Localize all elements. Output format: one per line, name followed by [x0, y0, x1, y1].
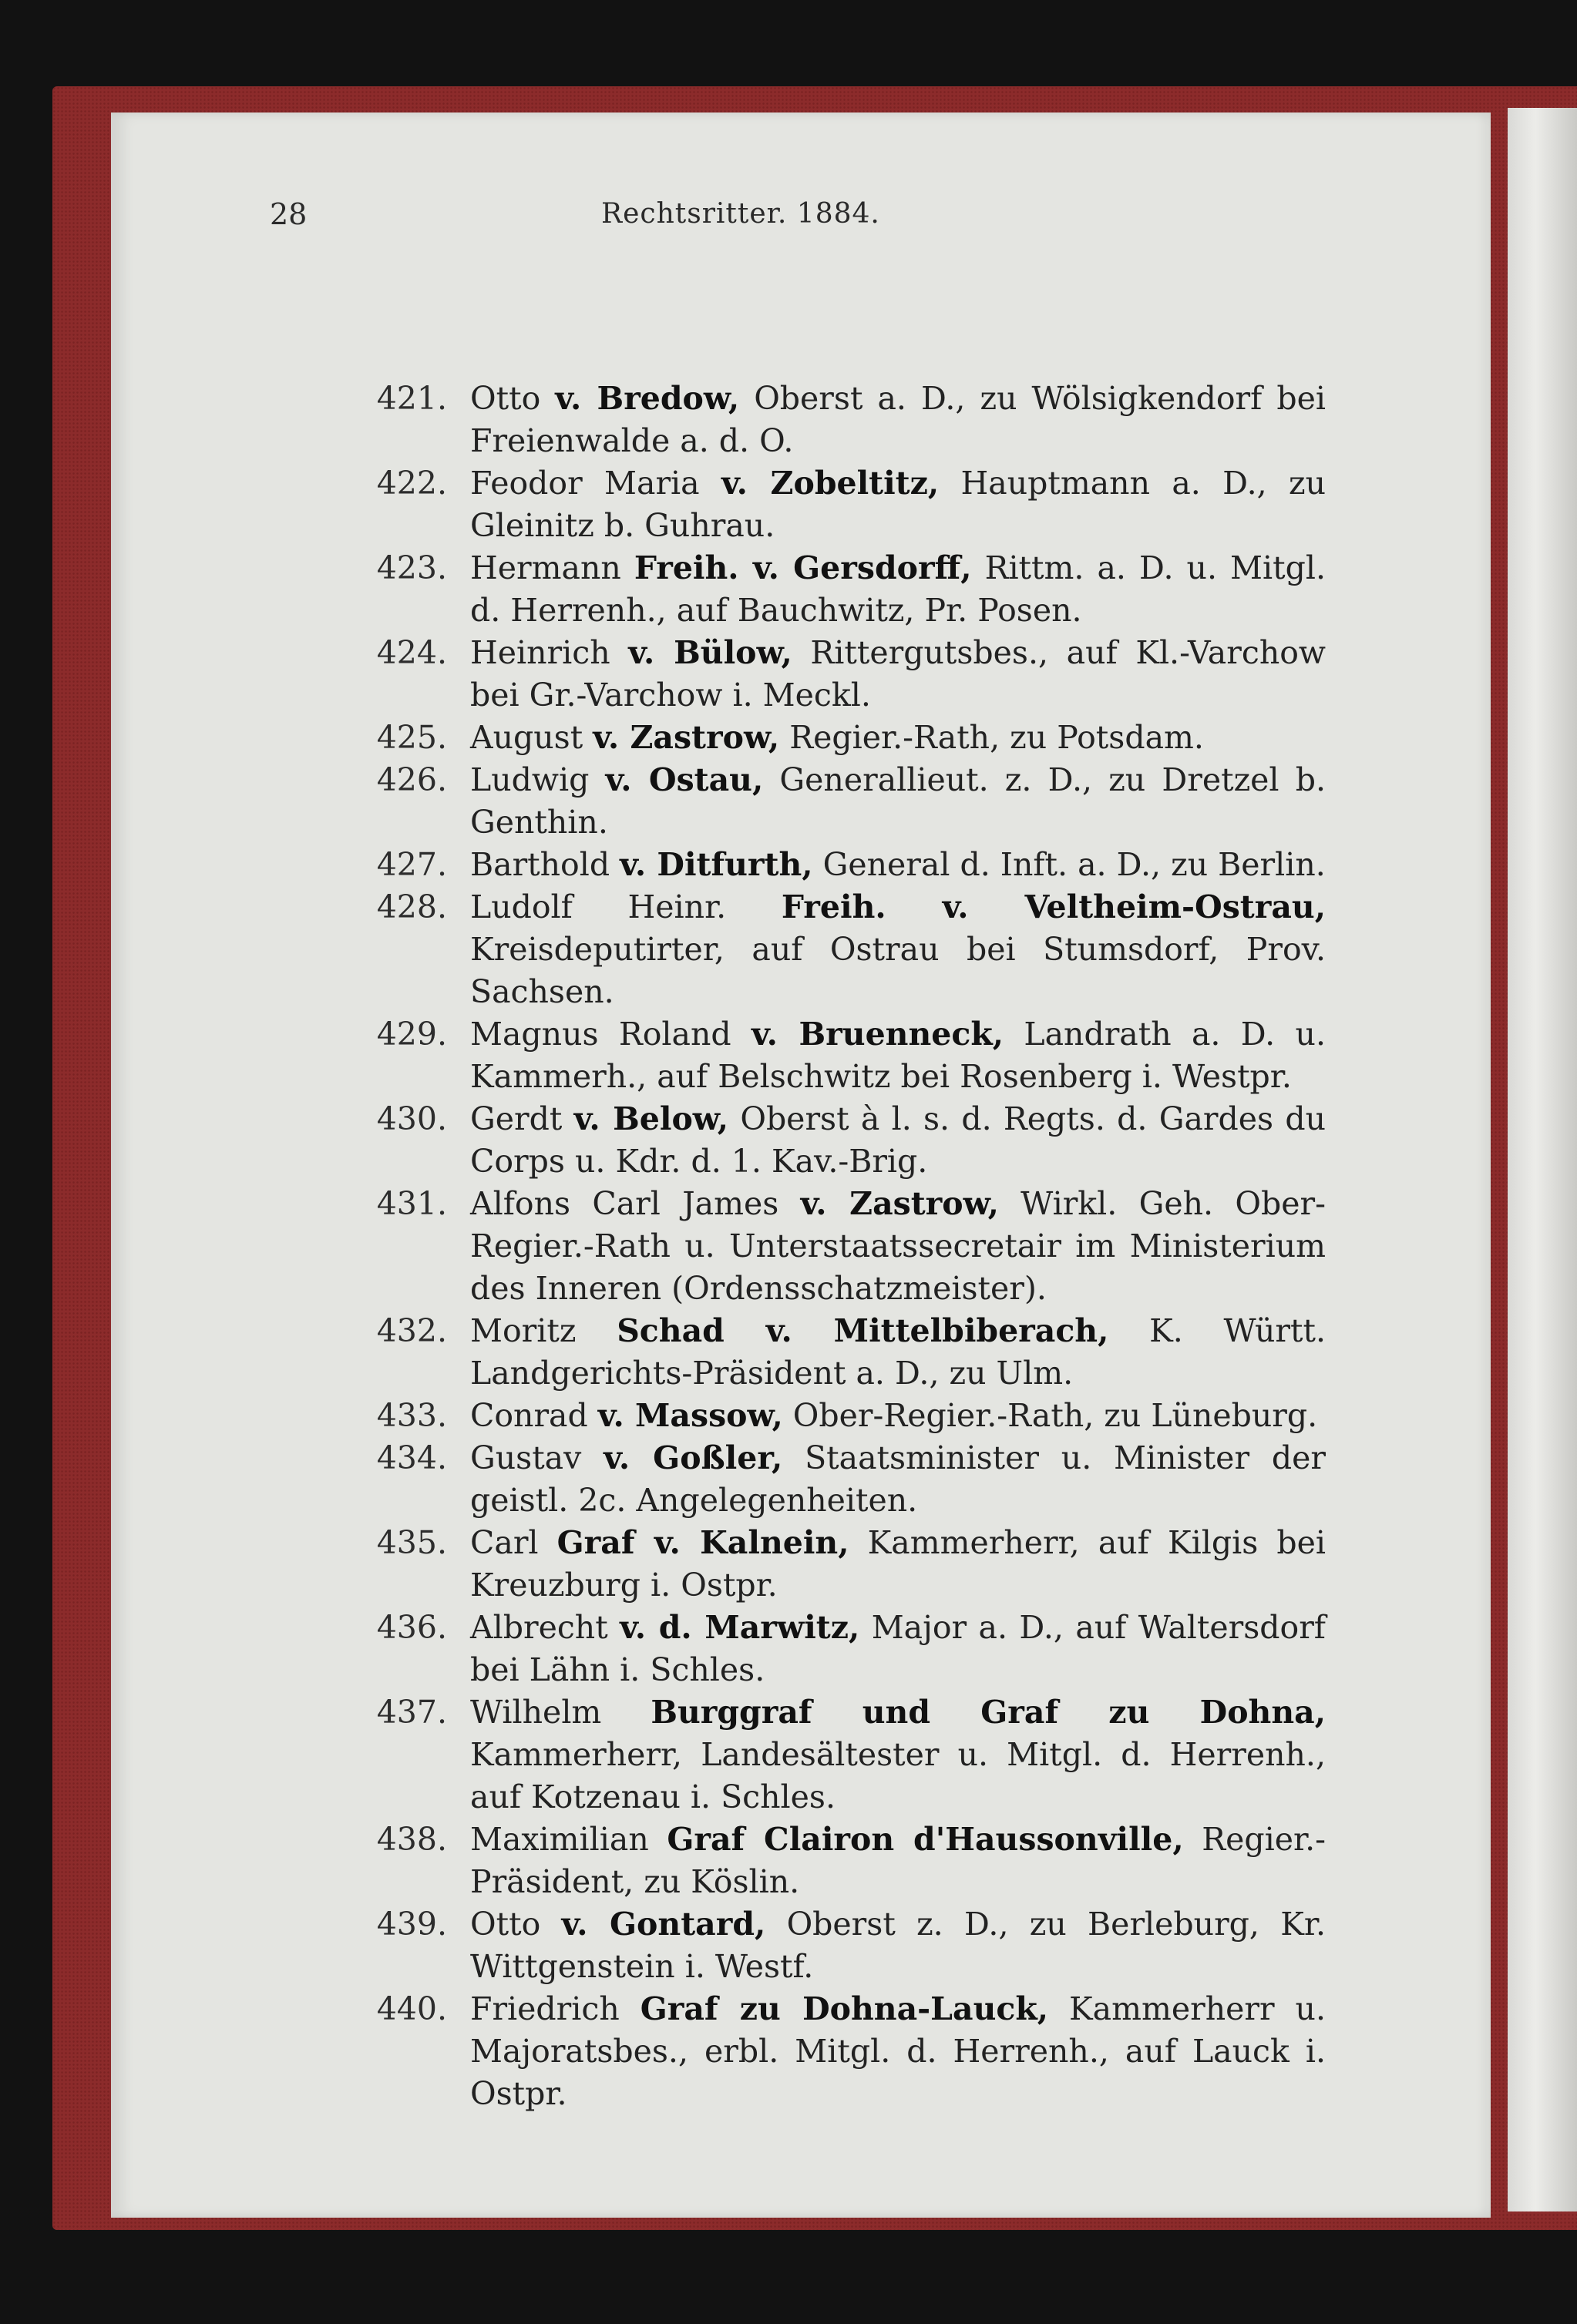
- entry-given-name: Otto: [470, 1906, 541, 1943]
- entry-details: Rittm. a. D. u. Mitgl. d. Herrenh., auf Bauchwitz, Pr. Posen.: [470, 549, 1326, 629]
- entry-surname: v. Ostau,: [605, 761, 764, 798]
- entry-text: [470, 1310, 1326, 1395]
- entry-given-name: August: [470, 719, 583, 756]
- entry-given-name: Conrad: [470, 1397, 588, 1434]
- entry-text: [470, 886, 1326, 1013]
- entry-given-name: Ludolf Heinr.: [470, 888, 727, 925]
- page-edges: [1508, 108, 1577, 2211]
- entry-text: [470, 1607, 1326, 1691]
- entry-details: Generallieut. z. D., zu Dretzel b. Genthin.: [470, 761, 1326, 841]
- entry-details: Kammerherr u. Majoratsbes., erbl. Mitgl. d. Herrenh., auf Lauck i. Ostpr.: [470, 1990, 1326, 2112]
- list-item: [362, 1903, 1326, 1988]
- entry-number: 426.: [376, 761, 447, 798]
- list-item: [362, 1691, 1326, 1819]
- entry-number: 429.: [376, 1016, 447, 1053]
- entry-text: [470, 1819, 1326, 1903]
- entry-details: Kammerherr, auf Kilgis bei Kreuzburg i. Ostpr.: [470, 1524, 1326, 1604]
- list-item: [362, 632, 1326, 717]
- entry-details: Oberst z. D., zu Berleburg, Kr. Wittgenstein i. Westf.: [470, 1906, 1326, 1985]
- running-head: [270, 193, 963, 236]
- list-item: [362, 1819, 1326, 1903]
- entry-number: 436.: [376, 1609, 447, 1646]
- entry-surname: v. Zobeltitz,: [721, 465, 940, 502]
- entry-text: [470, 1013, 1326, 1098]
- entry-text: [470, 632, 1326, 717]
- entry-number: 421.: [376, 380, 447, 417]
- entry-text: [470, 462, 1326, 547]
- entry-details: Staatsminister u. Minister der geistl. 2c. Angelegenheiten.: [470, 1439, 1326, 1519]
- entry-text: [470, 547, 1326, 632]
- section-title: Rechtsritter. 1884.: [601, 198, 880, 230]
- member-list: [362, 378, 1326, 2115]
- entry-text: [470, 1691, 1326, 1819]
- list-item: [362, 1437, 1326, 1522]
- entry-number: 435.: [376, 1524, 447, 1561]
- list-item: [362, 759, 1326, 844]
- entry-number: 440.: [376, 1990, 447, 2027]
- entry-given-name: Gustav: [470, 1439, 582, 1476]
- entry-given-name: Otto: [470, 380, 541, 417]
- list-item: [362, 462, 1326, 547]
- entry-given-name: Barthold: [470, 846, 610, 883]
- list-item: [362, 1522, 1326, 1607]
- entry-given-name: Wilhelm: [470, 1694, 602, 1731]
- entry-text: [470, 1903, 1326, 1988]
- entry-given-name: Hermann: [470, 549, 621, 586]
- entry-text: [470, 1183, 1326, 1310]
- entry-surname: v. Bredow,: [555, 380, 740, 417]
- entry-given-name: Ludwig: [470, 761, 590, 798]
- entry-given-name: Alfons Carl James: [470, 1185, 779, 1222]
- entry-details: Regier.-Rath, zu Potsdam.: [789, 719, 1204, 756]
- entry-surname: Graf zu Dohna-Lauck,: [640, 1990, 1049, 2027]
- entry-details: General d. Inft. a. D., zu Berlin.: [822, 846, 1326, 883]
- entry-details: Wirkl. Geh. Ober-Regier.-Rath u. Unterstaatssecretair im Ministerium des Inneren (Ordensschatzmeister).: [470, 1185, 1326, 1307]
- entry-given-name: Gerdt: [470, 1100, 563, 1137]
- entry-surname: Freih. v. Veltheim-Ostrau,: [781, 888, 1326, 925]
- entry-surname: Graf Clairon d'Haussonville,: [667, 1821, 1184, 1858]
- entry-number: 438.: [376, 1821, 447, 1858]
- entry-text: [470, 717, 1326, 759]
- entry-details: Kammerherr, Landesältester u. Mitgl. d. Herrenh., auf Kotzenau i. Schles.: [470, 1736, 1326, 1815]
- entry-given-name: Carl: [470, 1524, 539, 1561]
- entry-number: 428.: [376, 888, 447, 925]
- entry-text: [470, 759, 1326, 844]
- list-item: [362, 844, 1326, 886]
- list-item: [362, 1013, 1326, 1098]
- entry-given-name: Moritz: [470, 1312, 577, 1349]
- entry-number: 423.: [376, 549, 447, 586]
- entry-given-name: Heinrich: [470, 634, 610, 671]
- entry-surname: v. Bülow,: [628, 634, 792, 671]
- entry-details: Rittergutsbes., auf Kl.-Varchow bei Gr.-Varchow i. Meckl.: [470, 634, 1326, 714]
- list-item: [362, 1098, 1326, 1183]
- entry-surname: v. Zastrow,: [800, 1185, 999, 1222]
- entry-number: 433.: [376, 1397, 447, 1434]
- list-item: [362, 1607, 1326, 1691]
- entry-number: 434.: [376, 1439, 447, 1476]
- entry-number: 431.: [376, 1185, 447, 1222]
- entry-given-name: Magnus Roland: [470, 1016, 731, 1053]
- entry-details: Oberst à l. s. d. Regts. d. Gardes du Corps u. Kdr. d. 1. Kav.-Brig.: [470, 1100, 1326, 1180]
- entry-surname: v. Below,: [573, 1100, 729, 1137]
- entry-text: [470, 1437, 1326, 1522]
- entry-surname: Schad v. Mittelbiberach,: [617, 1312, 1109, 1349]
- list-item: [362, 1183, 1326, 1310]
- entry-surname: v. Gontard,: [561, 1906, 766, 1943]
- entry-surname: v. Goßler,: [604, 1439, 783, 1476]
- entry-surname: v. Zastrow,: [593, 719, 780, 756]
- entry-number: 432.: [376, 1312, 447, 1349]
- entry-details: Oberst a. D., zu Wölsigkendorf bei Freienwalde a. d. O.: [470, 380, 1326, 459]
- entry-surname: v. Ditfurth,: [620, 846, 813, 883]
- list-item: [362, 1395, 1326, 1437]
- list-item: [362, 717, 1326, 759]
- entry-number: 425.: [376, 719, 447, 756]
- entry-text: [470, 1395, 1326, 1437]
- entry-number: 439.: [376, 1906, 447, 1943]
- page-number: 28: [270, 197, 308, 231]
- entry-number: 422.: [376, 465, 447, 502]
- list-item: [362, 1988, 1326, 2115]
- list-item: [362, 1310, 1326, 1395]
- entry-surname: v. d. Marwitz,: [620, 1609, 860, 1646]
- entry-given-name: Albrecht: [470, 1609, 608, 1646]
- entry-details: K. Württ. Landgerichts-Präsident a. D., zu Ulm.: [470, 1312, 1326, 1392]
- entry-given-name: Friedrich: [470, 1990, 620, 2027]
- entry-surname: v. Massow,: [597, 1397, 783, 1434]
- entry-given-name: Maximilian: [470, 1821, 649, 1858]
- entry-surname: Graf v. Kalnein,: [556, 1524, 849, 1561]
- entry-surname: Freih. v. Gersdorff,: [634, 549, 972, 586]
- entry-number: 424.: [376, 634, 447, 671]
- entry-given-name: Feodor Maria: [470, 465, 700, 502]
- list-item: [362, 886, 1326, 1013]
- list-item: [362, 378, 1326, 462]
- entry-details: Hauptmann a. D., zu Gleinitz b. Guhrau.: [470, 465, 1326, 544]
- entry-details: Kreisdeputirter, auf Ostrau bei Stumsdorf, Prov. Sachsen.: [470, 931, 1326, 1010]
- entry-text: [470, 1522, 1326, 1607]
- entry-details: Major a. D., auf Waltersdorf bei Lähn i. Schles.: [470, 1609, 1326, 1688]
- entry-text: [470, 378, 1326, 462]
- entry-number: 430.: [376, 1100, 447, 1137]
- entry-number: 437.: [376, 1694, 447, 1731]
- entry-text: [470, 844, 1326, 886]
- entry-details: Regier.-Präsident, zu Köslin.: [470, 1821, 1326, 1900]
- entry-text: [470, 1098, 1326, 1183]
- entry-details: Landrath a. D. u. Kammerh., auf Belschwitz bei Rosenberg i. Westpr.: [470, 1016, 1326, 1095]
- entry-number: 427.: [376, 846, 447, 883]
- entry-surname: v. Bruenneck,: [751, 1016, 1004, 1053]
- entry-surname: Burggraf und Graf zu Dohna,: [651, 1694, 1326, 1731]
- entry-details: Ober-Regier.-Rath, zu Lüneburg.: [792, 1397, 1318, 1434]
- list-item: [362, 547, 1326, 632]
- entry-text: [470, 1988, 1326, 2115]
